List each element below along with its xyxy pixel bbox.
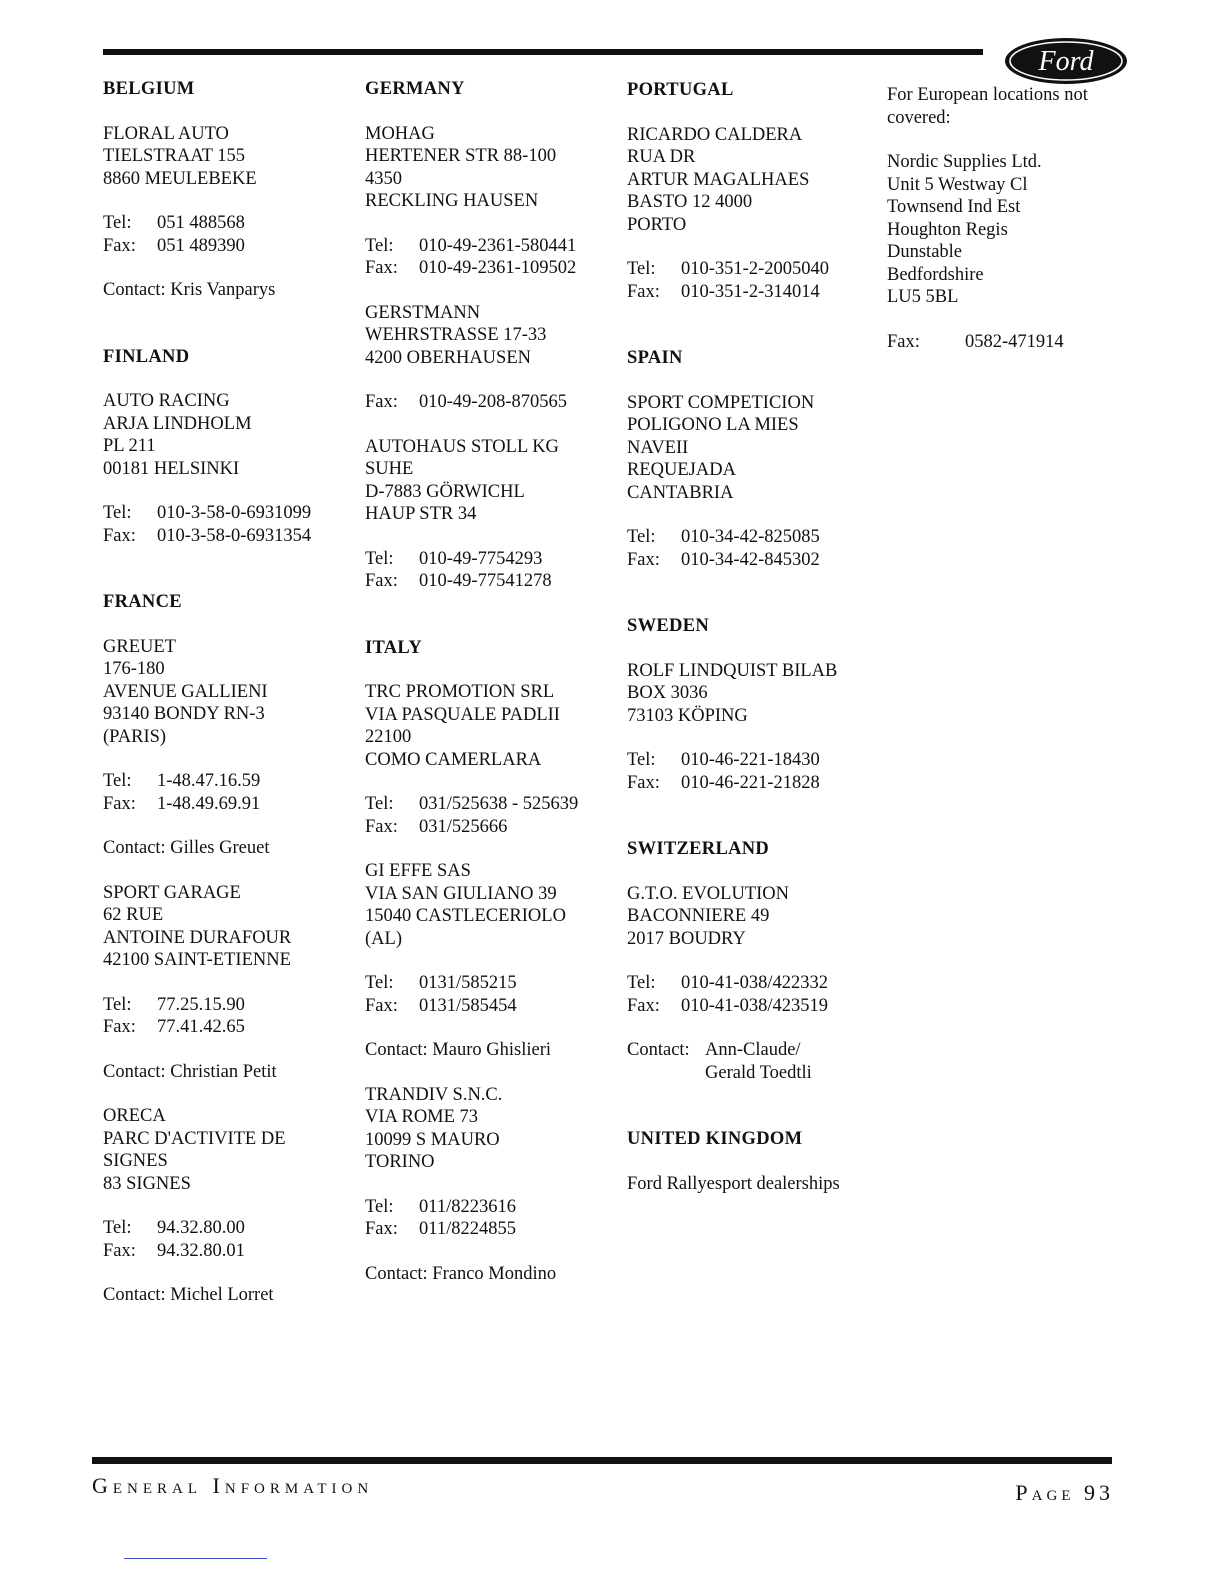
fax-value: 010-49-77541278: [419, 571, 552, 591]
address-line: (AL): [365, 928, 402, 949]
footnote-rule: [124, 1558, 267, 1559]
address-line: 22100: [365, 727, 412, 747]
fax-label: Fax:: [103, 1240, 136, 1261]
address-line: LU5 5BL: [887, 287, 959, 307]
address-line: PARC D'ACTIVITE DE: [103, 1128, 286, 1149]
address-line: 8860 MEULEBEKE: [103, 168, 257, 189]
address-line: COMO CAMERLARA: [365, 749, 542, 770]
fax-label: Fax:: [365, 1219, 398, 1239]
fax-row: [365, 391, 578, 414]
heading-france: FRANCE: [103, 592, 182, 612]
fax-label: Fax:: [627, 995, 660, 1016]
tel-value: 051 488568: [157, 213, 245, 233]
tel-label: Tel:: [627, 750, 656, 770]
address-line: BASTO 12 4000: [627, 192, 753, 212]
fax-value: 0131/585454: [419, 995, 517, 1016]
fax-label: Fax:: [887, 331, 920, 352]
tel-row: [103, 502, 311, 525]
fax-row: [627, 549, 840, 572]
tel-row: [365, 235, 578, 258]
fax-row: [365, 257, 578, 280]
fax-value: 010-46-221-21828: [681, 772, 820, 793]
fax-row: [103, 1016, 311, 1039]
tel-row: [365, 548, 578, 571]
tel-value: 77.25.15.90: [157, 994, 245, 1015]
heading-sweden: SWEDEN: [627, 616, 709, 636]
fax-value: 010-49-208-870565: [419, 392, 567, 412]
tel-row: [103, 994, 311, 1017]
contact-label: Contact:: [627, 1040, 690, 1060]
tel-value: 010-41-038/422332: [681, 973, 828, 993]
tel-label: Tel:: [103, 213, 132, 233]
fax-value: 77.41.42.65: [157, 1017, 245, 1037]
tel-value: 010-49-7754293: [419, 548, 543, 569]
tel-value: 031/525638 - 525639: [419, 794, 579, 814]
company-name: TRC PROMOTION SRL: [365, 682, 555, 702]
tel-value: 010-49-2361-580441: [419, 235, 577, 256]
address-line: SUHE: [365, 459, 414, 479]
address-line: POLIGONO LA MIES: [627, 415, 799, 435]
company-name: ORECA: [103, 1106, 166, 1126]
fax-value: 010-351-2-314014: [681, 281, 820, 302]
tel-value: 1-48.47.16.59: [157, 771, 261, 791]
fax-value: 011/8224855: [419, 1219, 516, 1239]
fax-value: 1-48.49.69.91: [157, 793, 261, 814]
address-line: BOX 3036: [627, 683, 708, 703]
tel-label: Tel:: [365, 1196, 394, 1217]
contact-value: Ann-Claude/: [705, 1040, 801, 1060]
tel-row: [365, 972, 578, 995]
fax-label: Fax:: [365, 392, 398, 412]
heading-portugal: PORTUGAL: [627, 80, 734, 100]
fax-row: [103, 1240, 311, 1263]
fax-value: 94.32.80.01: [157, 1240, 245, 1261]
tel-value: 010-3-58-0-6931099: [157, 503, 312, 523]
contact: Contact: Michel Lorret: [103, 1285, 274, 1305]
tel-value: 011/8223616: [419, 1196, 516, 1217]
address-line: 62 RUE: [103, 905, 164, 925]
tel-label: Tel:: [365, 548, 394, 569]
address-line: Townsend Ind Est: [887, 197, 1021, 217]
fax-row: [103, 793, 311, 816]
contact: Contact: Kris Vanparys: [103, 280, 276, 300]
company-name: GI EFFE SAS: [365, 861, 471, 881]
address-line: VIA ROME 73: [365, 1107, 479, 1127]
address-line: 4350: [365, 168, 402, 189]
company-name: SPORT GARAGE: [103, 882, 241, 903]
column-3: [627, 79, 840, 1195]
column-1: [103, 78, 311, 1307]
fax-row: [365, 570, 578, 593]
address-line: 15040 CASTLECERIOLO: [365, 906, 566, 926]
address-line: Houghton Regis: [887, 219, 1008, 240]
address-line: Bedfordshire: [887, 264, 984, 285]
address-line: CANTABRIA: [627, 482, 734, 503]
address-line: PL 211: [103, 436, 156, 456]
fax-row: [627, 772, 840, 795]
contact-row: [627, 1039, 840, 1062]
tel-label: Tel:: [365, 794, 394, 814]
address-line: 73103 KÖPING: [627, 705, 748, 726]
tel-label: Tel:: [103, 771, 132, 791]
address-line: PORTO: [627, 214, 687, 235]
fax-label: Fax:: [365, 571, 398, 591]
address-line: RUA DR: [627, 147, 696, 167]
company-name: G.T.O. EVOLUTION: [627, 883, 790, 904]
fax-value: 051 489390: [157, 235, 245, 256]
address-line: 176-180: [103, 659, 165, 679]
address-line: RECKLING HAUSEN: [365, 191, 539, 211]
tel-row: [627, 749, 840, 772]
company-name: TRANDIV S.N.C.: [365, 1084, 503, 1105]
tel-label: Tel:: [365, 235, 394, 256]
uk-text: Ford Rallyesport dealerships: [627, 1173, 840, 1194]
tel-label: Tel:: [103, 1218, 132, 1238]
fax-label: Fax:: [365, 995, 398, 1016]
fax-label: Fax:: [103, 1017, 136, 1037]
column-4: [887, 84, 1088, 353]
address-line: Nordic Supplies Ltd.: [887, 152, 1042, 172]
company-name: RICARDO CALDERA: [627, 124, 803, 145]
tel-row: [365, 1196, 578, 1219]
address-line: 83 SIGNES: [103, 1173, 191, 1194]
fax-value: 031/525666: [419, 816, 508, 837]
address-line: ARTUR MAGALHAES: [627, 169, 810, 190]
intro-line: For European locations not: [887, 85, 1088, 105]
tel-row: [627, 258, 840, 281]
tel-label: Tel:: [627, 973, 656, 993]
fax-label: Fax:: [103, 793, 136, 814]
address-line: 93140 BONDY RN-3: [103, 704, 265, 724]
fax-label: Fax:: [365, 258, 398, 278]
contact: Contact: Mauro Ghislieri: [365, 1040, 551, 1060]
tel-row: [103, 212, 311, 235]
tel-label: Tel:: [365, 973, 394, 993]
address-line: VIA SAN GIULIANO 39: [365, 883, 557, 904]
address-line: BACONNIERE 49: [627, 906, 770, 926]
address-line: 2017 BOUDRY: [627, 928, 746, 949]
tel-row: [365, 793, 578, 816]
address-line: 4200 OBERHAUSEN: [365, 347, 531, 368]
company-name: AUTOHAUS STOLL KG: [365, 436, 559, 457]
fax-label: Fax:: [627, 281, 660, 302]
column-2: [365, 78, 578, 1285]
company-name: FLORAL AUTO: [103, 123, 229, 144]
heading-united-kingdom: UNITED KINGDOM: [627, 1129, 803, 1149]
fax-row: [627, 281, 840, 304]
tel-value: 010-351-2-2005040: [681, 259, 829, 279]
top-rule: [103, 49, 983, 55]
ford-logo: [1003, 36, 1129, 86]
heading-italy: ITALY: [365, 637, 423, 658]
tel-label: Tel:: [103, 503, 132, 523]
company-name: AUTO RACING: [103, 391, 230, 411]
fax-label: Fax:: [627, 549, 660, 570]
address-line: 00181 HELSINKI: [103, 458, 240, 479]
address-line: WEHRSTRASSE 17-33: [365, 325, 547, 345]
address-line: 10099 S MAURO: [365, 1129, 500, 1150]
address-line: HAUP STR 34: [365, 504, 477, 524]
tel-value: 94.32.80.00: [157, 1218, 245, 1238]
address-line: 42100 SAINT-ETIENNE: [103, 950, 291, 970]
address-line: Unit 5 Westway Cl: [887, 174, 1028, 195]
address-line: ANTOINE DURAFOUR: [103, 927, 292, 948]
fax-row: [103, 235, 311, 258]
fax-row: [365, 995, 578, 1018]
tel-label: Tel:: [103, 994, 132, 1015]
footer-page-number: Page 93: [1015, 1480, 1114, 1505]
ford-logo-text: Ford: [1038, 46, 1094, 77]
fax-value: 010-34-42-845302: [681, 549, 820, 570]
fax-row: [365, 816, 578, 839]
tel-value: 010-34-42-825085: [681, 527, 820, 547]
address-line: SIGNES: [103, 1151, 168, 1171]
footer-section-title: General Information: [92, 1473, 374, 1498]
fax-row: [627, 995, 840, 1018]
tel-label: Tel:: [627, 527, 656, 547]
tel-row: [103, 770, 311, 793]
heading-spain: SPAIN: [627, 348, 683, 368]
tel-row: [627, 972, 840, 995]
fax-label: Fax:: [627, 772, 660, 793]
fax-row: [365, 1218, 578, 1241]
fax-label: Fax:: [103, 525, 136, 546]
tel-row: [627, 526, 840, 549]
address-line: TIELSTRAAT 155: [103, 146, 246, 166]
company-name: GERSTMANN: [365, 302, 481, 323]
address-line: AVENUE GALLIENI: [103, 681, 268, 702]
fax-row: [887, 331, 1088, 354]
fax-value: 010-49-2361-109502: [419, 258, 577, 278]
contact: Contact: Gilles Greuet: [103, 838, 270, 858]
heading-finland: FINLAND: [103, 346, 190, 367]
tel-row: [103, 1217, 311, 1240]
address-line: ARJA LINDHOLM: [103, 413, 252, 434]
tel-value: 0131/585215: [419, 973, 517, 993]
address-line: VIA PASQUALE PADLII: [365, 704, 560, 725]
fax-label: Fax:: [103, 235, 136, 256]
bottom-rule: [92, 1457, 1112, 1464]
address-line: HERTENER STR 88-100: [365, 146, 557, 166]
company-name: SPORT COMPETICION: [627, 392, 815, 413]
address-line: D-7883 GÖRWICHL: [365, 481, 525, 502]
company-name: MOHAG: [365, 123, 435, 144]
heading-belgium: BELGIUM: [103, 79, 195, 99]
heading-switzerland: SWITZERLAND: [627, 839, 770, 859]
fax-value: 010-41-038/423519: [681, 995, 828, 1016]
tel-label: Tel:: [627, 259, 656, 279]
address-line: TORINO: [365, 1152, 435, 1172]
fax-row: [103, 525, 311, 548]
contact: Contact: Christian Petit: [103, 1061, 277, 1082]
address-line: Dunstable: [887, 242, 963, 262]
fax-value: 010-3-58-0-6931354: [157, 525, 312, 546]
intro-line: covered:: [887, 107, 951, 128]
contact-value: Gerald Toedtli: [705, 1062, 812, 1083]
company-name: GREUET: [103, 636, 176, 657]
fax-label: Fax:: [365, 816, 398, 837]
heading-germany: GERMANY: [365, 79, 465, 99]
address-line: (PARIS): [103, 726, 167, 747]
company-name: ROLF LINDQUIST BILAB: [627, 660, 838, 681]
address-line: NAVEII: [627, 437, 689, 458]
address-line: REQUEJADA: [627, 460, 736, 480]
contact: Contact: Franco Mondino: [365, 1263, 557, 1284]
fax-value: 0582-471914: [965, 331, 1064, 352]
tel-value: 010-46-221-18430: [681, 750, 820, 770]
